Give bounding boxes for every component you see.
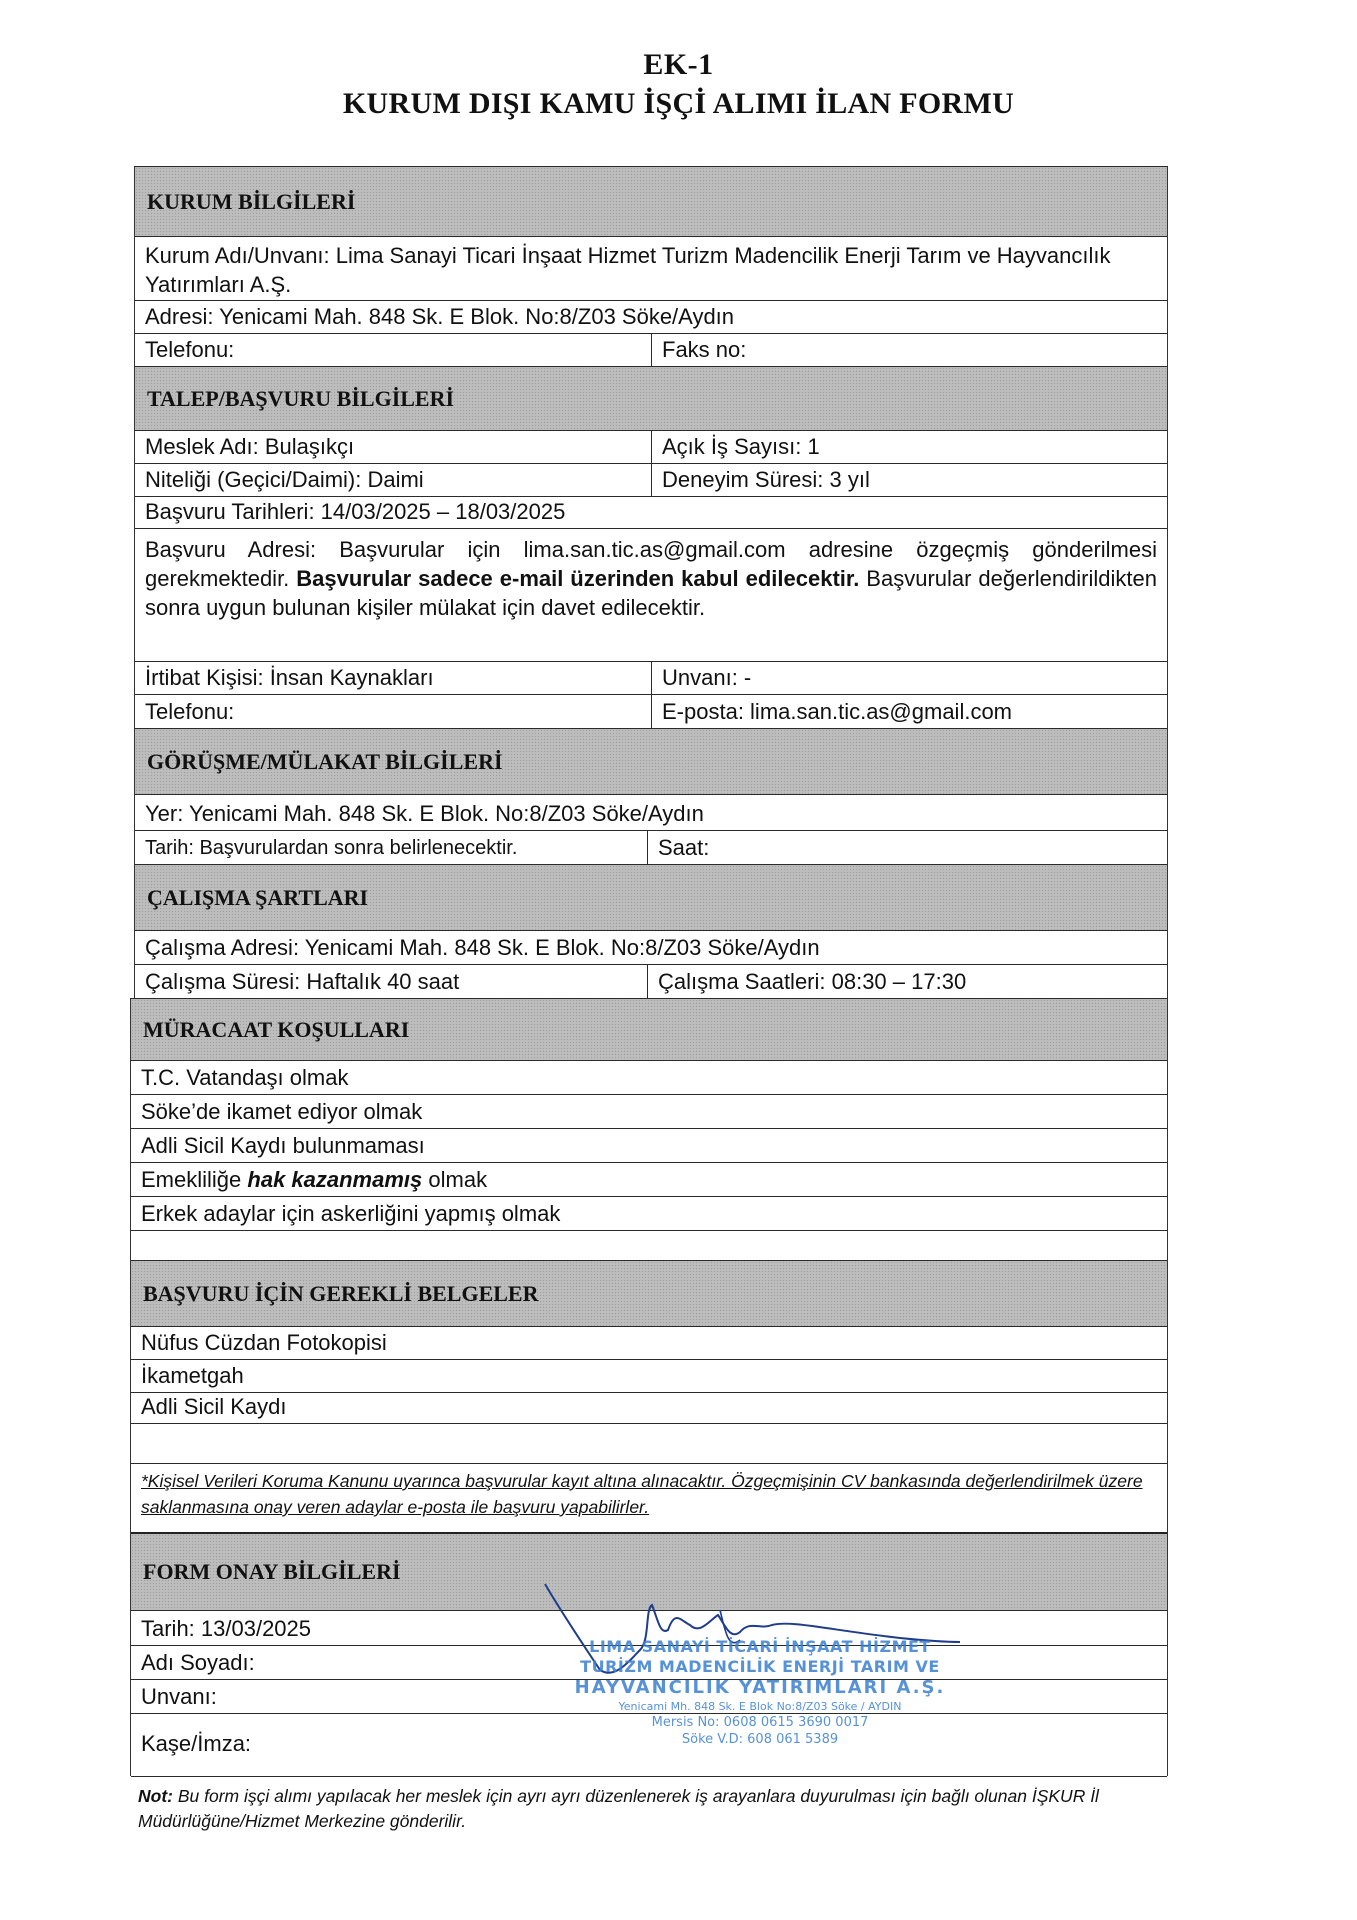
- condition-text: Erkek adaylar için askerliğini yapmış olmak: [141, 1201, 561, 1226]
- section-header-calisma: [135, 864, 1167, 930]
- contact-person-value: İrtibat Kişisi: İnsan Kaynakları: [145, 665, 434, 690]
- section-title: BAŞVURU İÇİN GEREKLİ BELGELER: [143, 1280, 539, 1306]
- work-hours-field: [647, 965, 1167, 998]
- open-jobs-field: [651, 431, 1167, 463]
- condition-text: Adli Sicil Kaydı bulunmaması: [141, 1133, 425, 1158]
- note-text: Bu form işçi alımı yapılacak her meslek için ayrı ayrı düzenlenerek iş arayanlara duyurulması için bağlı olunan İŞKUR İl Müdürlüğüne/Hizmet Merkezine gönderilir.: [138, 1786, 1099, 1831]
- work-duration-hours-row: [135, 964, 1167, 998]
- kurum-phone-field: [135, 334, 651, 366]
- section-header-kurum: [135, 166, 1167, 236]
- stamp-line: LIMA SANAYİ TİCARİ İNŞAAT HİZMET: [589, 1637, 931, 1656]
- calisma-section: [134, 864, 1168, 998]
- condition-empty-row: [131, 1230, 1167, 1260]
- experience-value: Deneyim Süresi: 3 yıl: [662, 467, 870, 492]
- talep-row-contact: [135, 661, 1167, 694]
- document-title: [0, 46, 1357, 124]
- open-jobs-value: Açık İş Sayısı: 1: [662, 434, 820, 459]
- privacy-text: *Kişisel Verileri Koruma Kanunu uyarınca başvurular kayıt altına alınacaktır. Özgeçmişinin CV bankasında değerlendirilmek üzere saklanmasına onay veren adaylar e-posta ile başvuru yapabilirler.: [141, 1471, 1143, 1517]
- document-text: Nüfus Cüzdan Fotokopisi: [141, 1330, 387, 1355]
- note-label: Not:: [138, 1786, 173, 1806]
- condition-item: [131, 1060, 1167, 1094]
- section-title: GÖRÜŞME/MÜLAKAT BİLGİLERİ: [147, 748, 503, 774]
- application-address-text-2: Başvurular değerlendirildikten sonra uygun bulunan kişiler mülakat için davet edilecektir.: [145, 566, 1157, 620]
- stamp-line: HAYVANCILIK YATIRIMLARI A.Ş.: [574, 1677, 946, 1698]
- section-title: FORM ONAY BİLGİLERİ: [143, 1559, 401, 1584]
- stamp-line: Yenicami Mh. 848 Sk. E Blok No:8/Z03 Söke / AYDIN: [618, 1700, 902, 1713]
- kurum-name-field: [135, 236, 1167, 300]
- section-title: MÜRACAAT KOŞULLARI: [143, 1016, 410, 1042]
- condition-item: [131, 1196, 1167, 1230]
- kurum-phone-fax-row: [135, 333, 1167, 366]
- contact-email-field: [651, 695, 1167, 728]
- stamp-signature-label: Kaşe/İmza:: [141, 1731, 252, 1756]
- work-duration-field: [135, 965, 647, 998]
- condition-text: olmak: [428, 1167, 488, 1192]
- contact-phone-field: [135, 695, 651, 728]
- application-address-emphasis: Başvurular sadece e-mail üzerinden kabul edilecektir.: [296, 566, 860, 591]
- kurum-address-value: Adresi: Yenicami Mah. 848 Sk. E Blok. No:8/Z03 Söke/Aydın: [145, 304, 735, 329]
- gorusme-section: [134, 728, 1168, 864]
- talep-row-phone-email: [135, 694, 1167, 728]
- contact-email-value[interactable]: E-posta: lima.san.tic.as@gmail.com: [662, 699, 1013, 724]
- condition-item: [131, 1128, 1167, 1162]
- document-empty-row: [131, 1423, 1167, 1463]
- document-item: [131, 1359, 1167, 1392]
- section-title: TALEP/BAŞVURU BİLGİLERİ: [147, 385, 455, 411]
- work-hours-value: Çalışma Saatleri: 08:30 – 17:30: [658, 969, 967, 994]
- kurum-fax-field: [651, 334, 1167, 366]
- form-title: KURUM DIŞI KAMU İŞÇİ ALIMI İLAN FORMU: [342, 87, 1015, 120]
- condition-emphasis: hak kazanmamış: [247, 1167, 423, 1192]
- approver-name-label: Adı Soyadı:: [141, 1650, 255, 1675]
- stamp-line: TURİZM MADENCİLİK ENERJİ TARIM VE: [580, 1657, 940, 1676]
- condition-item: [131, 1162, 1167, 1196]
- occupation-value: Meslek Adı: Bulaşıkçı: [145, 434, 355, 459]
- document-item: [131, 1392, 1167, 1423]
- section-header-talep: [135, 366, 1167, 430]
- kurum-section: [134, 166, 1168, 366]
- application-address-text: Başvuru Adresi: Başvurular için lima.san.tic.as@gmail.com adresine özgeçmiş gönderilmesi gerekmektedir.: [145, 537, 1157, 591]
- condition-text: T.C. Vatandaşı olmak: [141, 1065, 349, 1090]
- condition-text: Söke’de ikamet ediyor olmak: [141, 1099, 423, 1124]
- privacy-notice: [131, 1463, 1167, 1532]
- stamp-line: Mersis No: 0608 0615 3690 0017: [651, 1715, 869, 1730]
- muracaat-section: [130, 998, 1168, 1260]
- contact-person-field: [135, 662, 651, 694]
- occupation-field: [135, 431, 651, 463]
- annex-label: EK-1: [643, 48, 714, 81]
- work-duration-value: Çalışma Süresi: Haftalık 40 saat: [145, 969, 460, 994]
- document-text: Adli Sicil Kaydı: [141, 1394, 287, 1419]
- nature-field: [135, 464, 651, 496]
- talep-row-occupation: [135, 430, 1167, 463]
- application-dates-value: Başvuru Tarihleri: 14/03/2025 – 18/03/2025: [145, 499, 566, 524]
- contact-phone-label: Telefonu:: [145, 699, 235, 724]
- application-address-field: [135, 528, 1167, 661]
- section-header-belgeler: [131, 1260, 1167, 1326]
- section-title: ÇALIŞMA ŞARTLARI: [147, 884, 369, 910]
- approver-title-label: Unvanı:: [141, 1684, 217, 1709]
- interview-time-field: [647, 831, 1167, 864]
- interview-date-value: Tarih: Başvurulardan sonra belirlenecektir.: [145, 837, 518, 859]
- nature-value: Niteliği (Geçici/Daimi): Daimi: [145, 467, 424, 492]
- interview-date-time-row: [135, 830, 1167, 864]
- condition-item: [131, 1094, 1167, 1128]
- contact-title-field: [651, 662, 1167, 694]
- kurum-phone-label: Telefonu:: [145, 337, 235, 362]
- talep-section: [134, 366, 1168, 728]
- stamp-line: Söke V.D: 608 061 5389: [681, 1732, 839, 1747]
- company-stamp: [560, 1637, 960, 1748]
- section-header-gorusme: [135, 728, 1167, 794]
- work-address-value: Çalışma Adresi: Yenicami Mah. 848 Sk. E Blok. No:8/Z03 Söke/Aydın: [145, 935, 820, 960]
- interview-place-field: [135, 794, 1167, 830]
- work-address-field: [135, 930, 1167, 964]
- kurum-name-value: Kurum Adı/Unvanı: Lima Sanayi Ticari İnşaat Hizmet Turizm Madencilik Enerji Tarım ve Hayvancılık Yatırımları A.Ş.: [145, 243, 1111, 297]
- divider: [131, 1776, 1167, 1777]
- belgeler-section: [130, 1260, 1168, 1532]
- condition-text: Emekliliğe: [141, 1167, 242, 1192]
- interview-time-label: Saat:: [658, 835, 710, 860]
- talep-row-nature: [135, 463, 1167, 496]
- footer-note: [138, 1784, 1188, 1834]
- document-item: [131, 1326, 1167, 1359]
- experience-field: [651, 464, 1167, 496]
- contact-title-value: Unvanı: -: [662, 665, 752, 690]
- interview-place-value: Yer: Yenicami Mah. 848 Sk. E Blok. No:8/Z03 Söke/Aydın: [145, 801, 704, 826]
- section-header-muracaat: [131, 998, 1167, 1060]
- document-text: İkametgah: [141, 1363, 244, 1388]
- kurum-address-field: [135, 300, 1167, 333]
- interview-date-field: [135, 831, 647, 864]
- kurum-fax-label: Faks no:: [662, 337, 747, 362]
- application-dates-field: [135, 496, 1167, 528]
- section-title: KURUM BİLGİLERİ: [147, 188, 356, 214]
- approval-date-value: Tarih: 13/03/2025: [141, 1616, 312, 1641]
